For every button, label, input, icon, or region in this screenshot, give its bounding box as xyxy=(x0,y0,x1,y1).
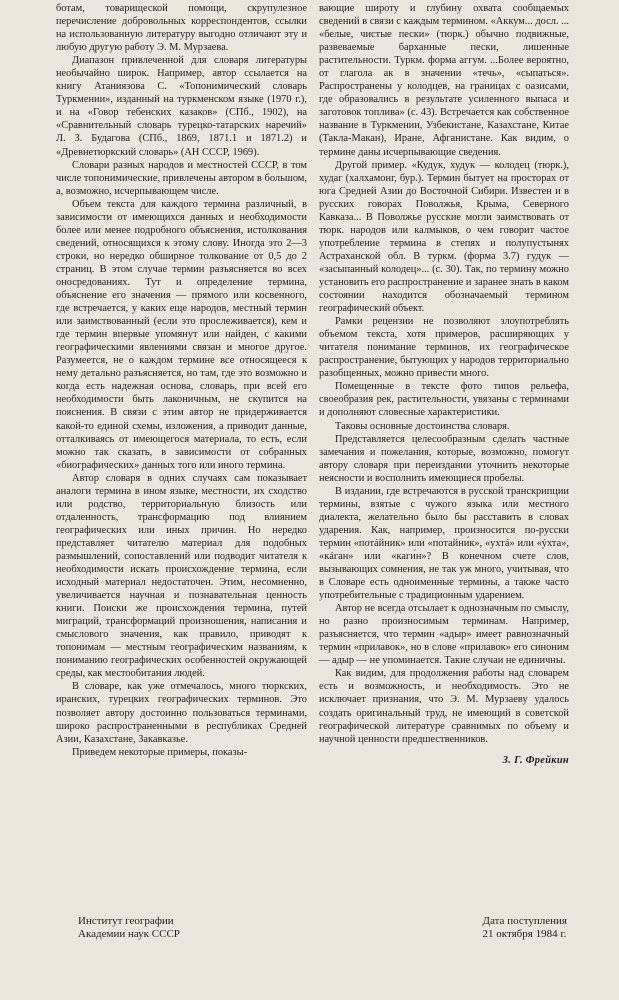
received-date xyxy=(483,915,567,941)
left-column xyxy=(56,2,307,759)
right-paragraph: Другой пример. «Кудук, худук — колодец (тюрк.), худаг (халхамонг, бур.). Термин бытует на просторах от юга Средней Азии до Восточной Сибири. Известен и в русских говорах Поволжья, Крыма, Северного Кавказа... В Поволжье русские могли заимствовать от тюрк. народов или калмыков, о чем говорит частое употребление термина в степях и полупустынях Астраханской обл. В туркм. (форма 3.7) гудук — «засыпанный колодец»... (с. 30). Так, по термину можно установить его распространение и заранее знать в каком состоянии находится обозначаемый термином географический объект. xyxy=(319,159,569,315)
right-paragraph: вающие широту и глубину охвата сообщаемых сведений в связи с каждым термином. «Аккум... досл. ... «белые, чистые пески» (тюрк.) обычно подвижные, развеваемые барханные пески, лишенные растительности. Туркм. форма аггум. ...Более вероятно, от глагола ак в значении «течь», «сыпаться». Распространены у колодцев, на границах с оазисами, где образовались в результате усиленного выпаса и заготовок топлива» (с. 43). Встречается как собственное название в Туркмении, Узбекистане, Казахстане, Китае (Такла-Макан), Иране, Афганистане. Как видим, о термине даны исчерпывающие сведения. xyxy=(319,3,569,158)
left-paragraph: В словаре, как уже отмечалось, много тюркских, иранских, турецких географических терминов. Это позволяет автору достоинно пользоваться терминами, широко распространенными в республиках Средней Азии, Казахстане, Закавказье. xyxy=(56,681,307,745)
received-value: 21 октября 1984 г. xyxy=(482,928,567,940)
affiliation-line: Институт географии xyxy=(78,915,174,927)
left-paragraph: Автор словаря в одних случаях сам показывает аналоги термина в ином языке, местности, их сходство или родство, территориальную близость или отдаленность, трансформацию под влиянием географических или иных причин. Но нередко представляет читателю материал для подобных размышлений, сопоставлений или подводит читателя к необходимости искать происхождение термина, если исходный материал недостаточен. Этим, несомненно, увеличивается научная и познавательная ценность книги. Поиски же происхождения термина, путей миграций, трансформаций произношения, написания и смыслового значения, как правило, приводят к топонимам — местным географическим названиям, к пониманию географических особенностей окружающей среды, как местообитания людей. xyxy=(56,472,307,680)
left-paragraph: Диапазон привлеченной для словаря литературы необычайно широк. Например, автор ссылается на книгу Атаниязова С. «Топонимический словарь Туркмении», изданный на туркменском языке (1970 г.), и на «Говор тебенских казаков» (СПб., 1902), на «Сравнительный словарь турецко-татарских наречий» Л. З. Будагова (СПб., 1869, 1871.1 и 1871.2) и «Древнетюркский словарь» (АН СССР, 1969). xyxy=(56,55,307,158)
right-paragraph: Представляется целесообразным сделать частные замечания и пожелания, которые, возможно, помогут автору словаря при переиздании уточнить некоторые неясности и восполнить имеющиеся пробелы. xyxy=(319,433,569,484)
left-paragraph: ботам, товарищеской помощи, скрупулезное перечисление добровольных корреспондентов, ссылки на использованную литературу выгодно отличают эту и любую другую работу Э. М. Мурзаева. xyxy=(56,3,307,54)
right-paragraph: Как видим, для продолжения работы над словарем есть и возможность, и необходимость. Это не исключает признания, что Э. М. Мурзаеву удалось создать оригинальный труд, не имеющий в советской географической литературе сравнимых по объему и научной ценности предшественников. xyxy=(319,668,569,745)
right-paragraph: В издании, где встречаются в русской транскрипции термины, взятые с чужого языка или местного диалекта, желательно было бы расставить в словах ударения. Как, например, произносится по-русски термин «потáйник» или «потайни́к», «ухтá» или «ýхта», «кáган» или «каги́н»? В конечном счете слов, вызывающих сомнения, не так уж много, учитывая, что в Словаре есть одноименные термины, а также часто употребительные с традиционным ударением. xyxy=(319,485,569,602)
author-signature: З. Г. Фрейкин xyxy=(502,754,569,766)
left-paragraph: Объем текста для каждого термина различный, в зависимости от имеющихся данных и необходимости более или менее подробного объяснения, истолкования сведений, относящихся к этому слову. Иногда это 2—3 строки, но нередко обширное толкование от 0,5 до 2 страниц. В этом случае термин разъясняется во всех оносредованиях. Тут и определение термина, объяснение его значения — прямого или косвенного, где встречается, у каких еще народов, местный термин или заимствованный (если это прослеживается), кем и где термин впервые упомянут или найден, с какими географическими явлениями связан и многое другое. Разумеется, не о каждом термине все относящееся к нему детально разъясняется, но там, где это возможно и когда есть надежная основа, словарь, при всей его необходимости быть лаконичным, не скупится на пояснения. В связи с этим автор не придерживается какой-то единой схемы, изложения, а приводит данные, отталкиваясь от имеющегося материала, то есть, если можно так сказать, в зависимости от собранных «биографических» данных того или иного термина. xyxy=(56,198,307,471)
right-paragraph: Рамки рецензии не позволяют злоупотреблять объемом текста, хотя примеров, расширяющих у читателя понимание терминов, их географическое распространение, бытующих у народов территориально разобщенных, можно привести много. xyxy=(319,316,569,380)
right-column xyxy=(319,2,569,767)
left-paragraph: Приведем некоторые примеры, показы- xyxy=(72,746,248,758)
affiliation-line: Академии наук СССР xyxy=(78,928,180,940)
left-paragraph: Словари разных народов и местностей СССР, в том числе топонимические, привлечены автором в большом, а, возможно, исчерпывающем числе. xyxy=(56,159,307,197)
right-paragraph: Таковы основные достоинства словаря. xyxy=(335,420,510,432)
right-paragraph: Автор не всегда отсылает к однозначным по смыслу, но разно произносимым терминам. Например, разъясняется, что термин «адыр» имеет равнозначный термин «прилавок», но в слове «прилавок» его синоним — адыр — не упоминается. Такие случаи не единичны. xyxy=(319,603,569,667)
right-paragraph: Помещенные в тексте фото типов рельефа, своеобразия рек, растительности, увязаны с терминами и дополняют словесные характеристики. xyxy=(319,381,569,419)
received-label: Дата поступления xyxy=(482,915,567,927)
affiliation xyxy=(78,915,180,941)
